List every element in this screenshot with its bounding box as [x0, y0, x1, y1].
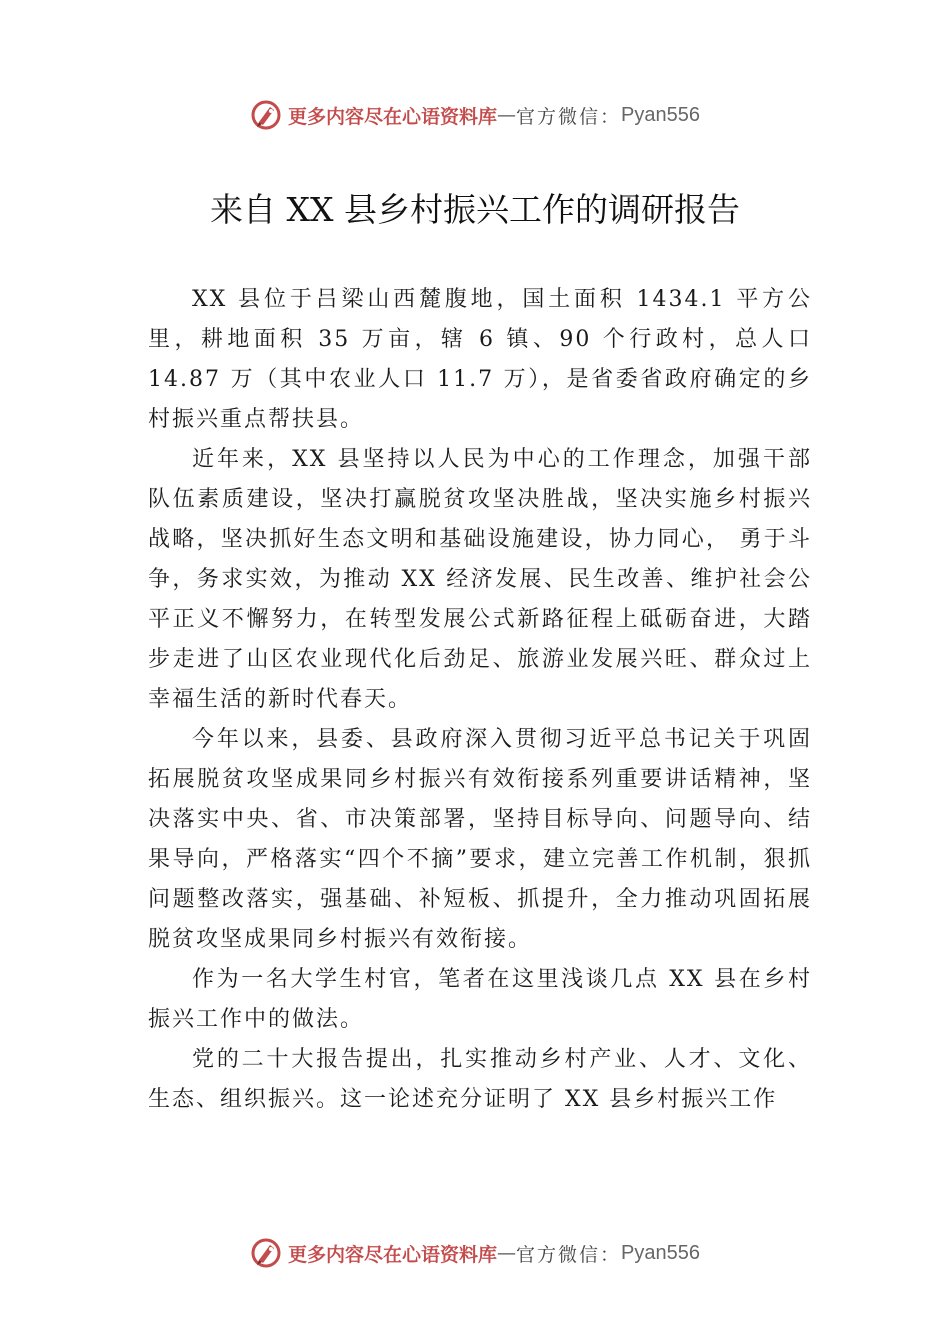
paragraph: 今年以来，县委、县政府深入贯彻习近平总书记关于巩固拓展脱贫攻坚成果同乡村振兴有效衔接系列重要讲话精神，坚决落实中央、省、市决策部署，坚持目标导向、问题导向、结果导向，严格落实“四个不摘”要求，建立完善工作机制，狠抓问题整改落实，强基础、补短板、抓提升，全力推动巩固拓展脱贫攻坚成果同乡村振兴有效衔接。: [148, 727, 812, 952]
banner-wechat-id: Pyan556: [621, 1241, 700, 1264]
paragraph: 党的二十大报告提出，扎实推动乡村产业、人才、文化、生态、组织振兴。这一论述充分证明了 XX 县乡村振兴工作: [148, 1047, 812, 1112]
banner-wechat-label: 官方微信：: [516, 1243, 622, 1266]
pen-logo-icon: [250, 1237, 282, 1269]
banner-separator: —: [497, 1242, 517, 1264]
paragraph: 近年来，XX 县坚持以人民为中心的工作理念，加强干部队伍素质建设，坚决打赢脱贫攻坚决胜战，坚决实施乡村振兴战略，坚决抓好生态文明和基础设施建设，协力同心， 勇于斗争，务求实效，为推动 XX 经济发展、民生改善、维护社会公平正义不懈努力，在转型发展公式新路征程上砥砺奋进，大踏步走进了山区农业现代化后劲足、旅游业发展兴旺、群众过上幸福生活的新时代春天。: [148, 447, 812, 712]
document-body: [148, 280, 812, 1120]
footer-banner: [0, 1233, 950, 1273]
paragraph: 作为一名大学生村官，笔者在这里浅谈几点 XX 县在乡村振兴工作中的做法。: [148, 967, 812, 1032]
document-title: 来自 XX 县乡村振兴工作的调研报告: [210, 190, 740, 229]
banner-wechat-label: 官方微信：: [516, 105, 622, 128]
banner-slogan: 更多内容尽在心语资料库: [288, 1243, 498, 1266]
paragraph: XX 县位于吕梁山西麓腹地，国土面积 1434.1 平方公里，耕地面积 35 万亩，辖 6 镇、90 个行政村，总人口 14.87 万（其中农业人口 11.7 万），是省委省政府确定的乡村振兴重点帮扶县。: [148, 287, 812, 432]
banner-slogan: 更多内容尽在心语资料库: [288, 105, 498, 128]
banner-wechat-id: Pyan556: [621, 103, 700, 126]
banner-separator: —: [497, 104, 517, 126]
header-banner: [0, 95, 950, 135]
pen-logo-icon: [250, 99, 282, 131]
